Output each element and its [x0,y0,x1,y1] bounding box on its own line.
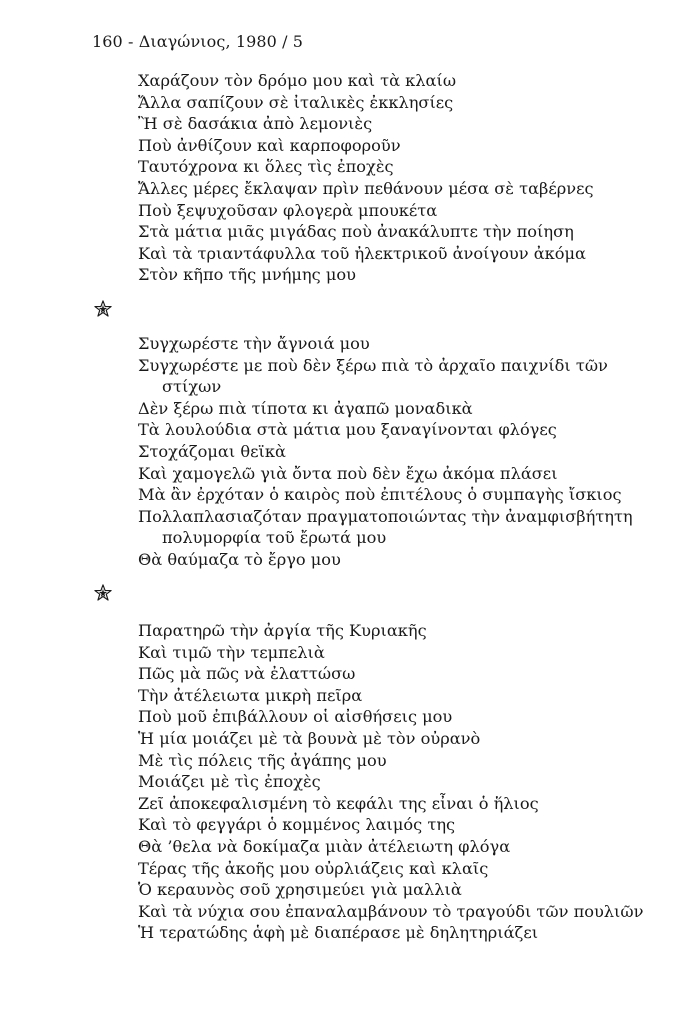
verse-line-continuation: στίχων [162,377,222,397]
verse-line: Συγχωρέστε τὴν ἄγνοιά μου [138,334,370,353]
verse-line: Καὶ τὸ φεγγάρι ὁ κομμένος λαιμός της [138,815,456,835]
star-icon [94,300,112,318]
verse-line: Θὰ θαύμαζα τὸ ἔργο μου [138,549,341,569]
verse-line: Ἡ τερατώδης ἁφὴ μὲ διαπέρασε μὲ δηλητηριάζει [138,923,539,943]
verse-line: Τὴν ἀτέλειωτα μικρὴ πεῖρα [138,685,363,705]
verse-line: Τέρας τῆς ἀκοῆς μου οὐρλιάζεις καὶ κλαῖς [138,858,489,878]
verse-line: Μὲ τὶς πόλεις τῆς ἀγάπης μου [138,750,387,770]
star-icon [94,584,112,602]
verse-line: Στὸν κῆπο τῆς μνήμης μου [138,265,356,285]
verse-line: Ἢ σὲ δασάκια ἀπὸ λεμονιὲς [138,114,373,134]
verse-line: Ποὺ ἀνθίζουν καὶ καρποφοροῦν [138,135,401,155]
verse-line: Πολλαπλασιαζόταν πραγματοποιώντας τὴν ἀναμφισβήτητη [138,506,633,526]
running-header: 160 - Διαγώνιος, 1980 / 5 [92,32,304,51]
stanza-1 [138,70,594,286]
verse-line: Τὰ λουλούδια στὰ μάτια μου ξαναγίνονται φλόγες [138,420,557,440]
verse-line: Καὶ τὰ νύχια σου ἐπαναλαμβάνουν τὸ τραγούδι τῶν πουλιῶν [138,901,644,921]
verse-line: Καὶ τὰ τριαντάφυλλα τοῦ ἠλεκτρικοῦ ἀνοίγουν ἀκόμα [138,243,586,263]
stanza-2 [138,333,633,571]
verse-line: Θὰ ’θελα νὰ δοκίμαζα μιὰν ἀτέλειωτη φλόγα [138,836,511,856]
verse-line: Πῶς μὰ πῶς νὰ ἐλαττώσω [138,664,356,684]
verse-line: Χαράζουν τὸν δρόμο μου καὶ τὰ κλαίω [138,71,457,90]
verse-line: Ταυτόχρονα κι ὅλες τὶς ἐποχὲς [138,157,394,177]
verse-line: Παρατηρῶ τὴν ἀργία τῆς Κυριακῆς [138,621,427,640]
verse-line: Καὶ χαμογελῶ γιὰ ὄντα ποὺ δὲν ἔχω ἀκόμα πλάσει [138,463,558,483]
verse-line: Ζεῖ ἀποκεφαλισμένη τὸ κεφάλι της εἶναι ὁ ἥλιος [138,793,539,813]
verse-line: Ἡ μία μοιάζει μὲ τὰ βουνὰ μὲ τὸν οὐρανὸ [138,728,481,748]
verse-line: Συγχωρέστε με ποὺ δὲν ξέρω πιὰ τὸ ἀρχαῖο παιχνίδι τῶν [138,355,608,375]
verse-line: Ποὺ ξεψυχοῦσαν φλογερὰ μπουκέτα [138,200,438,220]
verse-line: Μὰ ἂν ἐρχόταν ὁ καιρὸς ποὺ ἐπιτέλους ὁ συμπαγὴς ἴσκιος [138,485,622,505]
verse-line: Στοχάζομαι θεϊκὰ [138,441,286,461]
verse-line: Καὶ τιμῶ τὴν τεμπελιὰ [138,642,325,662]
verse-line: Ἄλλες μέρες ἔκλαψαν πρὶν πεθάνουν μέσα σὲ ταβέρνες [138,178,594,198]
verse-line: Μοιάζει μὲ τὶς ἐποχὲς [138,772,321,792]
verse-line: Ποὺ μοῦ ἐπιβάλλουν οἱ αἰσθήσεις μου [138,707,453,727]
stanza-3 [138,620,643,944]
verse-line: Ἄλλα σαπίζουν σὲ ἰταλικὲς ἐκκλησίες [138,92,454,112]
verse-line: Ὁ κεραυνὸς σοῦ χρησιμεύει γιὰ μαλλιὰ [138,880,462,900]
verse-line: Δὲν ξέρω πιὰ τίποτα κι ἀγαπῶ μοναδικὰ [138,398,473,418]
verse-line-continuation: πολυμορφία τοῦ ἔρωτά μου [162,528,387,548]
verse-line: Στὰ μάτια μιᾶς μιγάδας ποὺ ἀνακάλυπτε τὴν ποίηση [138,222,574,242]
